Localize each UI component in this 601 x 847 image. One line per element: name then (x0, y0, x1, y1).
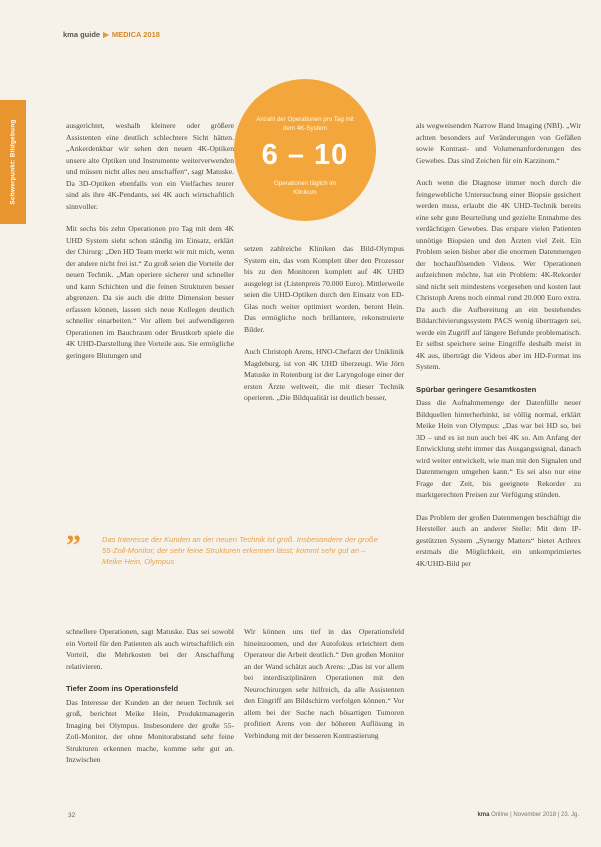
paragraph: als wegweisenden Narrow Band Imaging (NBI). „Wir achten besonders auf Veränderungen von Gefäßen sowie Kontrast- und Volumenanforderungen des Gewebes. Das sind Zeichen für ein Karzinom.“ (416, 121, 581, 165)
column-bottom-left (66, 626, 234, 777)
callout-number: 6 – 10 (261, 139, 349, 171)
paragraph: ausgerichtet, weshalb kleinere oder größere Assistenten eine deutlich schlechtere Sicht hätten. „Ankerdenkbar wir sehen den neuen 4K-Optiken unsere alte Optiken und Instrumente weiterverwenden und müssen nicht alles neu anschaffen“, sagt Matuske. Da 3D-Optiken ebenfalls von ein Vielfaches teurer sind als ihre 4K-Pendants, sei 4K auch wirtschaftlich sinnvoller. (66, 121, 234, 211)
column-middle (244, 243, 404, 415)
side-tab (0, 100, 26, 224)
subheading: Spürbar geringere Gesamtkosten (416, 384, 537, 394)
page-number: 32 (68, 812, 76, 819)
paragraph: Auch wenn die Diagnose immer noch durch die feingewebliche Untersuchung einer Biopsie gesichert werden muss, erlaubt die 4K UHD-Technik bereits eine sehr gute Beurteilung und gezielte Entnahme des verdächtigen Gewebes. Das erspare vielen Patienten unnötige Biopsien und den Ärzten viel Zeit. Ein Problem seien bisher aber die enormen Datenmengen der hochauflösenden Videos. Wer Operationen aufzeichnen möchte, hat ein Problem: 4K-Rekorder sind nicht seit mindestens vorgesehen und kosten laut Christoph Arens noch einmal rund 20.000 Euro extra. Da auch die Aufbereitung an ein bestehendes Bildarchivierungssystem PACS wenig übertragen sei, werde ein Zugriff auf längere Befunde problematisch. Er selbst speichere seine Eingriffe deshalb meist in 4K aus, überträgt die Videos aber im HD-Format ins System. (416, 178, 581, 371)
section-name: MEDICA 2018 (111, 30, 160, 39)
arrow-icon: ▶ (103, 30, 109, 39)
paragraph: Das Interesse der Kunden an der neuen Technik sei groß, berichtet Meike Hein, Produktmanagerin Imaging bei Olympus. Insbesondere der große 55-Zoll-Monitor, der ohne Monitorabstand sehr feine Strukturen erkennen mache, komme sehr gut an. Inzwischen (66, 697, 234, 764)
subheading: Tiefer Zoom ins Operationsfeld (66, 684, 179, 693)
paragraph: Wir können uns tief in das Operationsfeld hineinzoomen, und der Autofokus erleichtert dem Operateur die Arbeit deutlich.“ Den großen Monitor an der Wand schätzt auch Arens: „Das ist vor allem bei interdisziplinären Operationen mit den Neurochirurgen sehr hilfreich, da alle Assistenten den Eingriff am Bildschirm verfolgen können.“ Vor allem bei der Suche nach bösartigen Tumoren profitiert Arens von der höheren Auflösung in Verbindung mit der besseren Kontrastierung (244, 627, 404, 740)
paragraph: Dass die Aufnahmemenge der Datenfülle neuer Bildquellen hinterherhinkt, ist völlig normal, erklärt Meike Hein von Olympus: „Das war bei HD so, bei 3D – und es ist nun auch bei 4K so. Am Anfang der Entwicklung steht immer das Ausgangssignal, danach wird weiter entwickelt, wie man mit den Signalen und Datenmengen umgehen kann.“ Es sei also nur eine Frage der Zeit, bis geeignete Rekorder zu marktgerechten Preisen zur Verfügung stünden. (416, 398, 581, 499)
paragraph: Auch Christoph Arens, HNO-Chefarzt der Uniklinik Magdeburg, ist von 4K UHD überzeugt. Wie Jörn Matuske in Rotenburg ist der Laryngologe einer der ersten Ärzte weltweit, die mit dieser Technik operieren. „Die Bildqualität ist deutlich besser, (244, 347, 404, 402)
callout-circle (234, 79, 376, 221)
side-tab-label: Schwerpunkt: Bildgebung (9, 119, 17, 205)
footer-publication: kma (477, 812, 490, 818)
callout-top-text: Anzahl der Operationen pro Tag mit dem 4K-System (256, 116, 354, 132)
callout-bottom-text: Operationen täglich im Klinikum (274, 180, 336, 196)
paragraph: Das Problem der großen Datenmengen beschäftigt die Hersteller auch an anderer Stelle: Mit dem IP-gestützten System „Synergy Matters“ bietet Arthrex erstmals die Möglichkeit, ein unkomprimiertes 4K/UHD-Bild per (416, 512, 581, 568)
paragraph: setzen zahlreiche Kliniken das Bild-Olympus System ein, das vom Komplett über den Prozessor bis zu den Monitoren komplett auf 4K UHD ausgelegt ist (Listenpreis 70.000 Euro). Mittlerweile seien die UHD-Optiken durch den Einsatz von ED-Glas noch weiter optimiert worden, betont Hein. Das ermögliche noch brillantere, rekonstruierte Bilder. (244, 244, 404, 334)
paragraph: schnellere Operationen, sagt Matuske. Das sei sowohl ein Vorteil für den Patienten als auch wirtschaftlich ein Vorteil, die Mehrkosten bei der Anschaffung relativieren. (66, 627, 234, 671)
column-bottom-middle (244, 626, 404, 752)
quote-text: Das Interesse der Kunden an der neuen Technik ist groß. Insbesondere der große 55-Zoll-Monitor, der sehr feine Strukturen erkennen lässt, kommt sehr gut an – Meike Hein, Olympus (102, 535, 378, 566)
column-left (66, 120, 234, 372)
footer-info (477, 812, 579, 818)
quote-mark-icon: ” (66, 529, 81, 562)
column-right (416, 120, 581, 580)
publication-name: kma guide (63, 30, 101, 39)
running-head (63, 30, 160, 39)
footer-issue: Online | November 2018 | 23. Jg. (491, 812, 579, 818)
paragraph: Mit sechs bis zehn Operationen pro Tag mit dem 4K UHD System sieht schon ständig im Einsatz, erklärt der Chirurg: „Den HD Team merkt wir mit mich, wenn der andere nicht frei ist.“ Zu groß seien die Vorteile der neuen Technik. „Man operiere sicherer und schneller und kann Schichten und die feinen Strukturen besser abgrenzen. Da sie auch die dritte Dimension besser erfassen können, lassen sich neue Kollegen deutlich schneller einarbeiten.“ Vor allem bei aufwendigeren Operationen im Bauchraum oder Brustkorb spiele die 4K UHD-Darstellung ihre Vorteile aus. Sie ermögliche geringere Blutungen und (66, 224, 234, 360)
